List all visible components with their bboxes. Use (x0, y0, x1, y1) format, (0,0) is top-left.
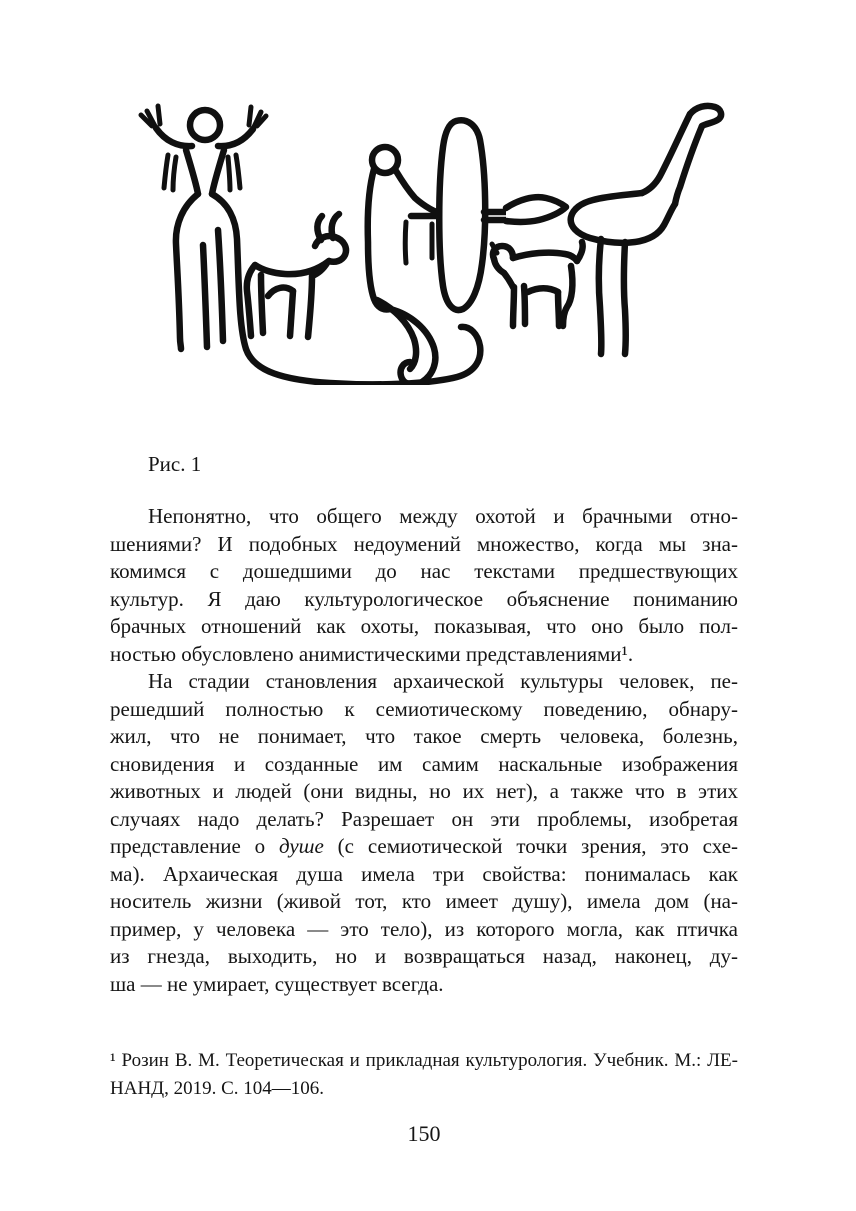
text-line: случаях надо делать? Разрешает он эти проблемы, изобретая (110, 806, 738, 831)
text-line: решедший полностью к семиотическому поведению, обнару- (110, 696, 738, 721)
text-line: ма). Архаическая душа имела три свойства: понималась как (110, 861, 738, 886)
paragraph (110, 668, 738, 998)
paragraph (110, 503, 738, 668)
footnote (110, 1047, 738, 1103)
text-line: сновидения и созданные им самим наскальные изображения (110, 751, 738, 776)
figure-shield (439, 120, 485, 310)
text-line: Непонятно, что общего между охотой и брачными отно- (148, 504, 738, 528)
text-line: представление о душе (с семиотической точки зрения, это схе- (110, 834, 739, 858)
figure-goat (247, 214, 346, 337)
text-line: носитель жизни (живой тот, кто имеет душу), имела дом (на- (110, 889, 738, 913)
text-line: шениями? И подобных недоумений множество, когда мы зна- (110, 531, 738, 556)
figure-ostrich (571, 106, 721, 354)
body-text (110, 503, 738, 998)
text-line: из гнезда, выходить, но и возвращаться назад, наконец, ду- (110, 944, 738, 968)
figure-petroglyph-hunting-scene (115, 95, 745, 385)
figure-caption: Рис. 1 (148, 452, 202, 476)
text-line: На стадии становления архаической культуры человек, пе- (148, 669, 738, 693)
text-line: животных и людей (они видны, но их нет), а также что в этих (110, 779, 738, 803)
text-line: ¹ Розин В. М. Теоретическая и прикладная культурология. Учебник. М.: ЛЕ- (110, 1050, 738, 1071)
text-line: ша — не умирает, существует всегда. (110, 971, 444, 996)
text-line: комимся с дошедшими до нас текстами предшествующих (110, 559, 738, 583)
text-line: пример, у человека — это тело), из которого могла, как птичка (110, 916, 738, 941)
text-line: жил, что не понимает, что такое смерть человека, болезнь, (110, 724, 738, 748)
text-line: НАНД, 2019. С. 104—106. (110, 1078, 325, 1099)
woman-head (190, 110, 220, 140)
spear-head (506, 197, 566, 222)
text-line: ностью обусловлено анимистическими представлениями¹. (110, 641, 634, 666)
text-line: брачных отношений как охоты, показывая, что оно было пол- (110, 614, 738, 638)
page-number: 150 (407, 1121, 441, 1146)
figure-calf (492, 242, 583, 326)
text-line: культур. Я даю культурологическое объяснение пониманию (110, 586, 738, 611)
